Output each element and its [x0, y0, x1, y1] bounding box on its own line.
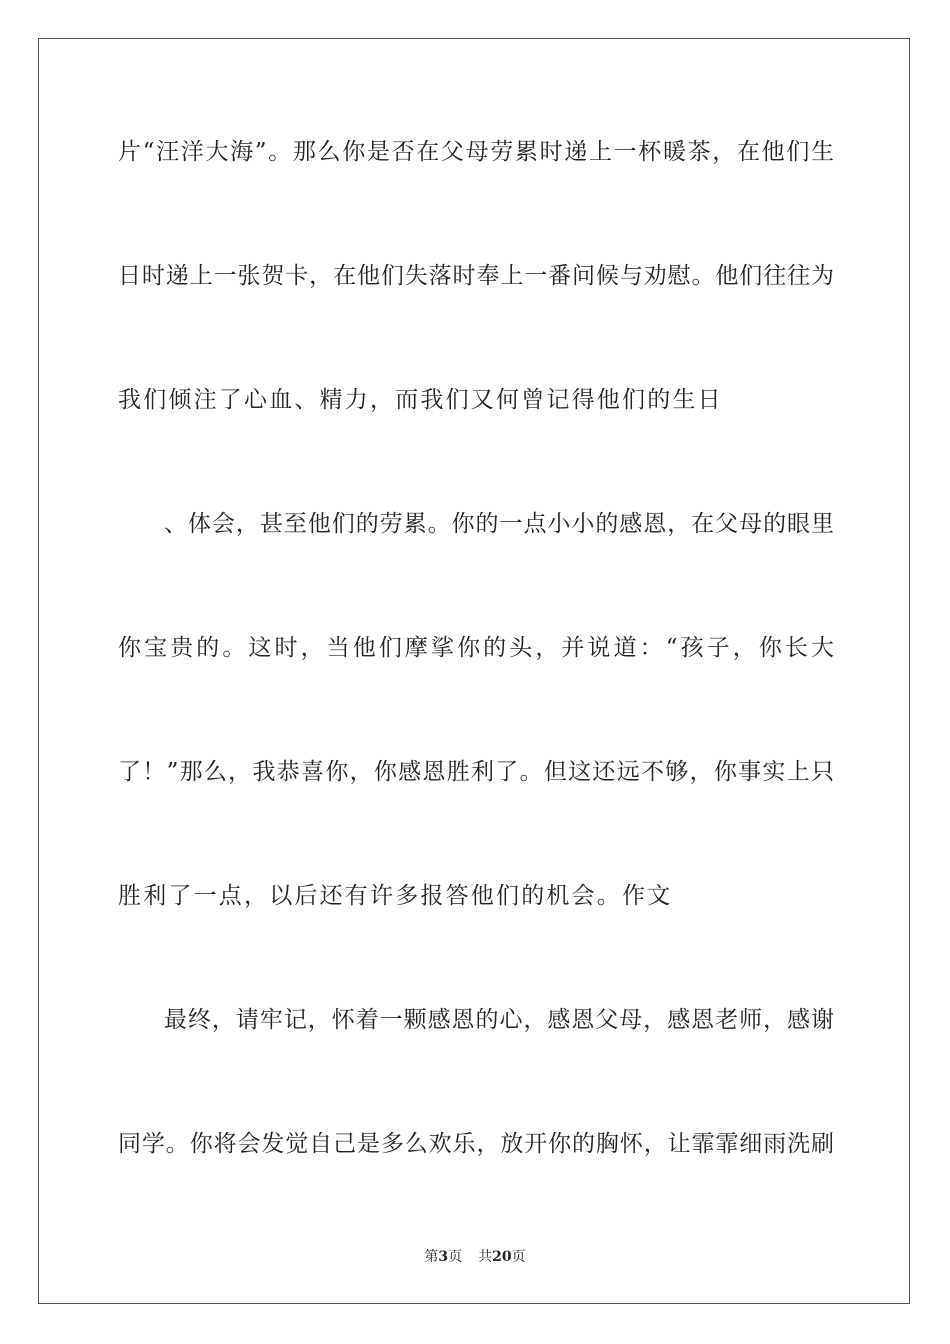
footer-page-suffix: 页	[448, 1249, 463, 1265]
body-line-4: 、体会，甚至他们的劳累。你的一点小小的感恩，在父母的眼里	[164, 511, 834, 537]
body-line-1: 片“汪洋大海”。那么你是否在父母劳累时递上一杯暖茶，在他们生	[118, 139, 834, 165]
footer-total-suffix: 页	[511, 1249, 526, 1265]
body-line-9: 同学。你将会发觉自己是多么欢乐，放开你的胸怀，让霏霏细雨洗刷	[118, 1131, 834, 1157]
body-line-8: 最终，请牢记，怀着一颗感恩的心，感恩父母，感恩老师，感谢	[164, 1007, 834, 1033]
footer-page-number: 3	[438, 1249, 449, 1265]
body-line-2: 日时递上一张贺卡，在他们失落时奉上一番问候与劝慰。他们往往为	[118, 263, 834, 289]
footer-page-prefix: 第	[424, 1249, 439, 1265]
body-line-7: 胜利了一点，以后还有许多报答他们的机会。作文	[118, 883, 673, 909]
body-line-6: 了！”那么，我恭喜你，你感恩胜利了。但这还远不够，你事实上只	[118, 759, 834, 785]
page-footer	[0, 1248, 950, 1266]
body-line-5: 你宝贵的。这时，当他们摩挲你的头，并说道：“孩子，你长大	[118, 635, 834, 661]
page-frame	[38, 38, 910, 1304]
footer-total-pages: 20	[492, 1249, 512, 1265]
body-line-3: 我们倾注了心血、精力，而我们又何曾记得他们的生日	[118, 387, 723, 413]
footer-total-prefix: 共	[478, 1249, 493, 1265]
